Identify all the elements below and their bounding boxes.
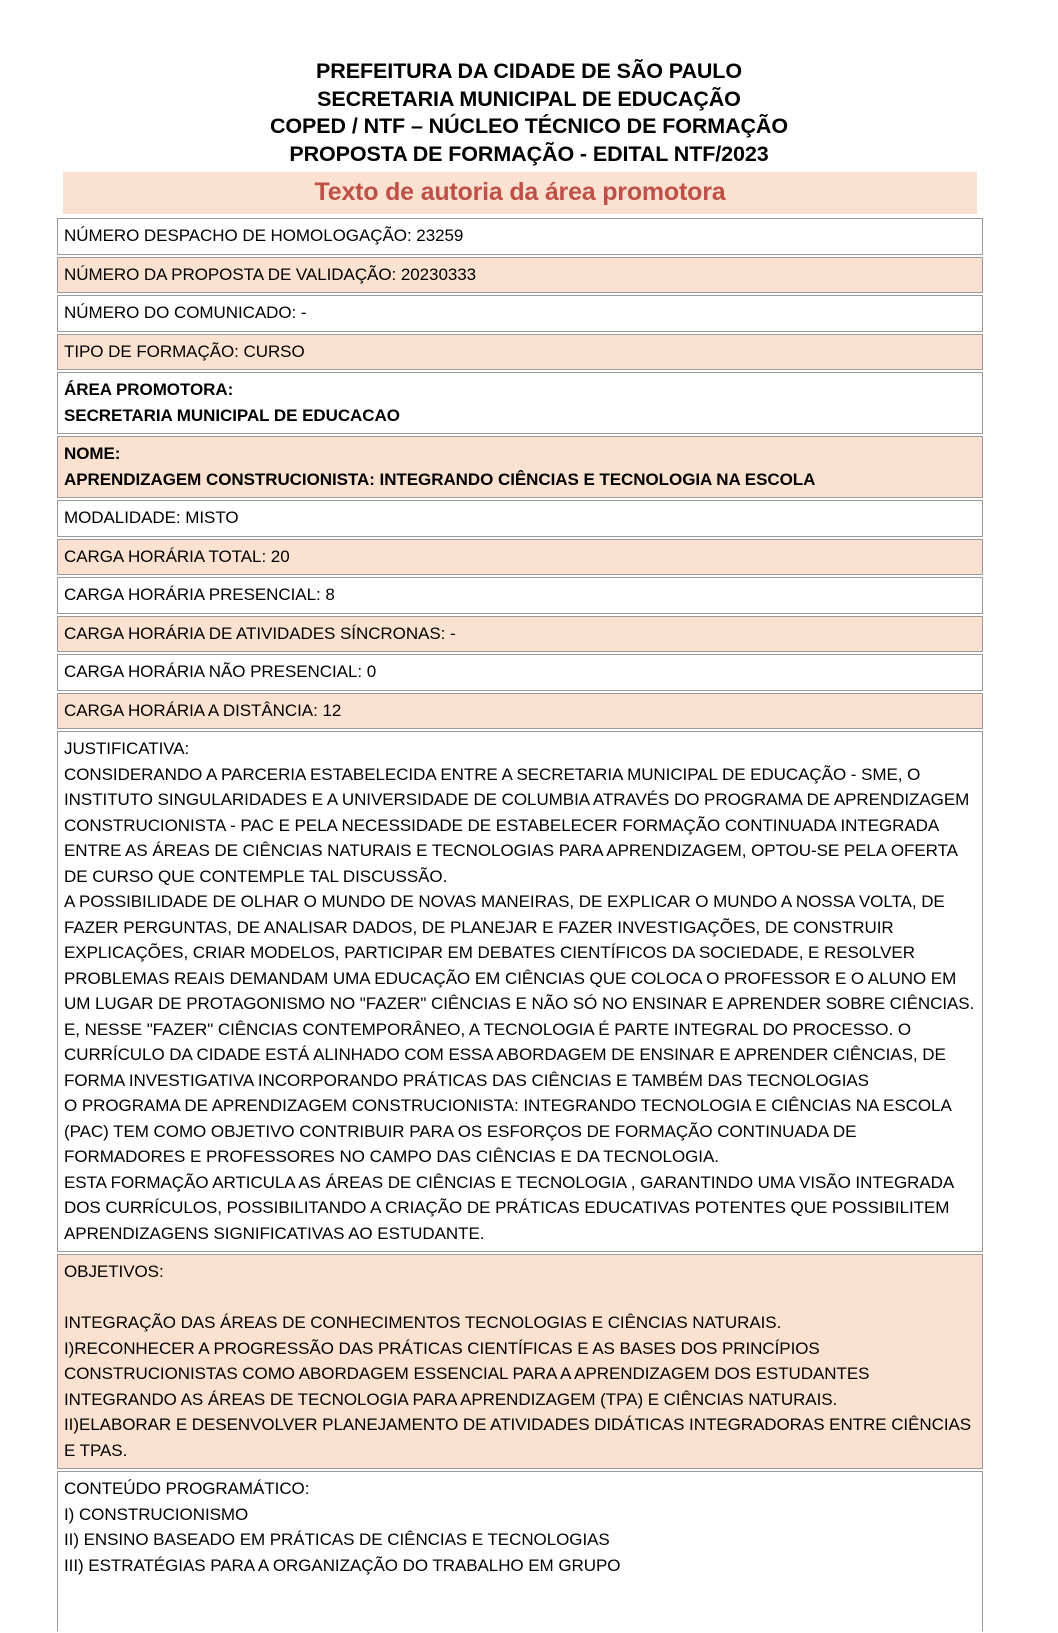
justificativa-paragraph: O PROGRAMA DE APRENDIZAGEM CONSTRUCIONISTA: INTEGRANDO TECNOLOGIA E CIÊNCIAS NA ESCOLA (PAC) TEM COMO OBJETIVO CONTRIBUIR PARA OS ESFORÇOS DE FORMAÇÃO CONTINUADA DE FORMADORES E PROFESSORES NO CAMPO DAS CIÊNCIAS E DA TECNOLOGIA. (64, 1096, 951, 1166)
conteudo-item: III) ESTRATÉGIAS PARA A ORGANIZAÇÃO DO TRABALHO EM GRUPO (64, 1555, 621, 1575)
section-banner (63, 172, 977, 214)
justificativa-paragraph: CONSIDERANDO A PARCERIA ESTABELECIDA ENTRE A SECRETARIA MUNICIPAL DE EDUCAÇÃO - SME, O INSTITUTO SINGULARIDADES E A UNIVERSIDADE DE COLUMBIA ATRAVÉS DO PROGRAMA DE APRENDIZAGEM CONSTRUCIONISTA - PAC E PELA NECESSIDADE DE ESTABELECER FORMAÇÃO CONTINUADA INTEGRADA ENTRE AS ÁREAS DE CIÊNCIAS NATURAIS E TECNOLOGIAS PARA APRENDIZAGEM, OPTOU-SE PELA OFERTA DE CURSO QUE CONTEMPLE TAL DISCUSSÃO. (64, 764, 970, 886)
field-nome (57, 436, 983, 498)
conteudo-item: II) ENSINO BASEADO EM PRÁTICAS DE CIÊNCIAS E TECNOLOGIAS (64, 1530, 610, 1549)
objetivos-label: OBJETIVOS: (64, 1262, 164, 1281)
banner-title: Texto de autoria da área promotora (314, 178, 726, 206)
field-modalidade: MODALIDADE: MISTO (57, 500, 983, 537)
objetivos-paragraph: II)ELABORAR E DESENVOLVER PLANEJAMENTO DE ATIVIDADES DIDÁTICAS INTEGRADORAS ENTRE CIÊNCIAS E TPAS. (64, 1415, 972, 1460)
table-row (57, 577, 983, 614)
table-row (57, 257, 983, 294)
field-carga-presencial: CARGA HORÁRIA PRESENCIAL: 8 (57, 577, 983, 614)
header-line-2: SECRETARIA MUNICIPAL DE EDUCAÇÃO (317, 86, 741, 111)
field-area-promotora (57, 372, 983, 434)
header-line-1: PREFEITURA DA CIDADE DE SÃO PAULO (316, 59, 742, 83)
field-carga-sincronas: CARGA HORÁRIA DE ATIVIDADES SÍNCRONAS: - (57, 616, 983, 653)
justificativa-paragraph: A POSSIBILIDADE DE OLHAR O MUNDO DE NOVAS MANEIRAS, DE EXPLICAR O MUNDO A NOSSA VOLTA, DE FAZER PERGUNTAS, DE ANALISAR DADOS, DE PLANEJAR E FAZER INVESTIGAÇÕES, DE CONSTRUIR EXPLICAÇÕES, CRIAR MODELOS, PARTICIPAR EM DEBATES CIENTÍFICOS DA SOCIEDADE, E RESOLVER PROBLEMAS REAIS DEMANDAM UMA EDUCAÇÃO EM CIÊNCIAS QUE COLOCA O PROFESSOR E O ALUNO EM UM LUGAR DE PROTAGONISMO NO "FAZER" CIÊNCIAS E NÃO SÓ NO ENSINAR E APRENDER SOBRE CIÊNCIAS. E, NESSE "FAZER" CIÊNCIAS CONTEMPORÂNEO, A TECNOLOGIA É PARTE INTEGRAL DO PROCESSO. O CURRÍCULO DA CIDADE ESTÁ ALINHADO COM ESSA ABORDAGEM DE ENSINAR E APRENDER CIÊNCIAS, DE FORMA INVESTIGATIVA INCORPORANDO PRÁTICAS DAS CIÊNCIAS E TAMBÉM DAS TECNOLOGIAS (64, 892, 975, 1090)
proposal-fields-table (57, 216, 983, 1633)
table-row (57, 731, 983, 1252)
table-row (57, 616, 983, 653)
table-row (57, 539, 983, 576)
blank-line (64, 1285, 976, 1311)
table-row (57, 1254, 983, 1469)
section-conteudo-programatico (57, 1471, 983, 1631)
table-row (57, 218, 983, 255)
objetivos-paragraph: INTEGRAÇÃO DAS ÁREAS DE CONHECIMENTOS TECNOLOGIAS E CIÊNCIAS NATURAIS. (64, 1313, 782, 1332)
document-header (0, 0, 1058, 168)
area-promotora-label: ÁREA PROMOTORA: (64, 380, 234, 399)
conteudo-label: CONTEÚDO PROGRAMÁTICO: (64, 1479, 310, 1498)
table-row (57, 295, 983, 332)
table-row (57, 654, 983, 691)
field-despacho-homologacao: NÚMERO DESPACHO DE HOMOLOGAÇÃO: 23259 (57, 218, 983, 255)
justificativa-paragraph: ESTA FORMAÇÃO ARTICULA AS ÁREAS DE CIÊNCIAS E TECNOLOGIA , GARANTINDO UMA VISÃO INTEGRADA DOS CURRÍCULOS, POSSIBILITANDO A CRIAÇÃO DE PRÁTICAS EDUCATIVAS POTENTES QUE POSSIBILITEM APRENDIZAGENS SIGNIFICATIVAS AO ESTUDANTE. (64, 1172, 954, 1243)
header-line-4: PROPOSTA DE FORMAÇÃO - EDITAL NTF/2023 (289, 141, 769, 166)
nome-value: APRENDIZAGEM CONSTRUCIONISTA: INTEGRANDO CIÊNCIAS E TECNOLOGIA NA ESCOLA (64, 469, 816, 489)
conteudo-item: I) CONSTRUCIONISMO (64, 1504, 249, 1524)
table-row (57, 334, 983, 371)
field-carga-nao-presencial: CARGA HORÁRIA NÃO PRESENCIAL: 0 (57, 654, 983, 691)
table-row (57, 500, 983, 537)
justificativa-label: JUSTIFICATIVA: (64, 739, 190, 758)
table-row (57, 372, 983, 434)
header-line-3: COPED / NTF – NÚCLEO TÉCNICO DE FORMAÇÃO (270, 114, 788, 138)
table-row (57, 1471, 983, 1631)
field-proposta-validacao: NÚMERO DA PROPOSTA DE VALIDAÇÃO: 20230333 (57, 257, 983, 294)
table-row (57, 693, 983, 730)
objetivos-paragraph: I)RECONHECER A PROGRESSÃO DAS PRÁTICAS CIENTÍFICAS E AS BASES DOS PRINCÍPIOS CONSTRUCIONISTAS COMO ABORDAGEM ESSENCIAL PARA A APRENDIZAGEM DOS ESTUDANTES INTEGRANDO AS ÁREAS DE TECNOLOGIA PARA APRENDIZAGEM (TPA) E CIÊNCIAS NATURAIS. (64, 1338, 870, 1409)
field-carga-total: CARGA HORÁRIA TOTAL: 20 (57, 539, 983, 576)
field-comunicado: NÚMERO DO COMUNICADO: - (57, 295, 983, 332)
field-carga-distancia: CARGA HORÁRIA A DISTÂNCIA: 12 (57, 693, 983, 730)
table-row (57, 436, 983, 498)
area-promotora-value: SECRETARIA MUNICIPAL DE EDUCACAO (64, 405, 400, 425)
section-justificativa (57, 731, 983, 1252)
section-objetivos (57, 1254, 983, 1469)
nome-label: NOME: (64, 444, 121, 463)
field-tipo-formacao: TIPO DE FORMAÇÃO: CURSO (57, 334, 983, 371)
